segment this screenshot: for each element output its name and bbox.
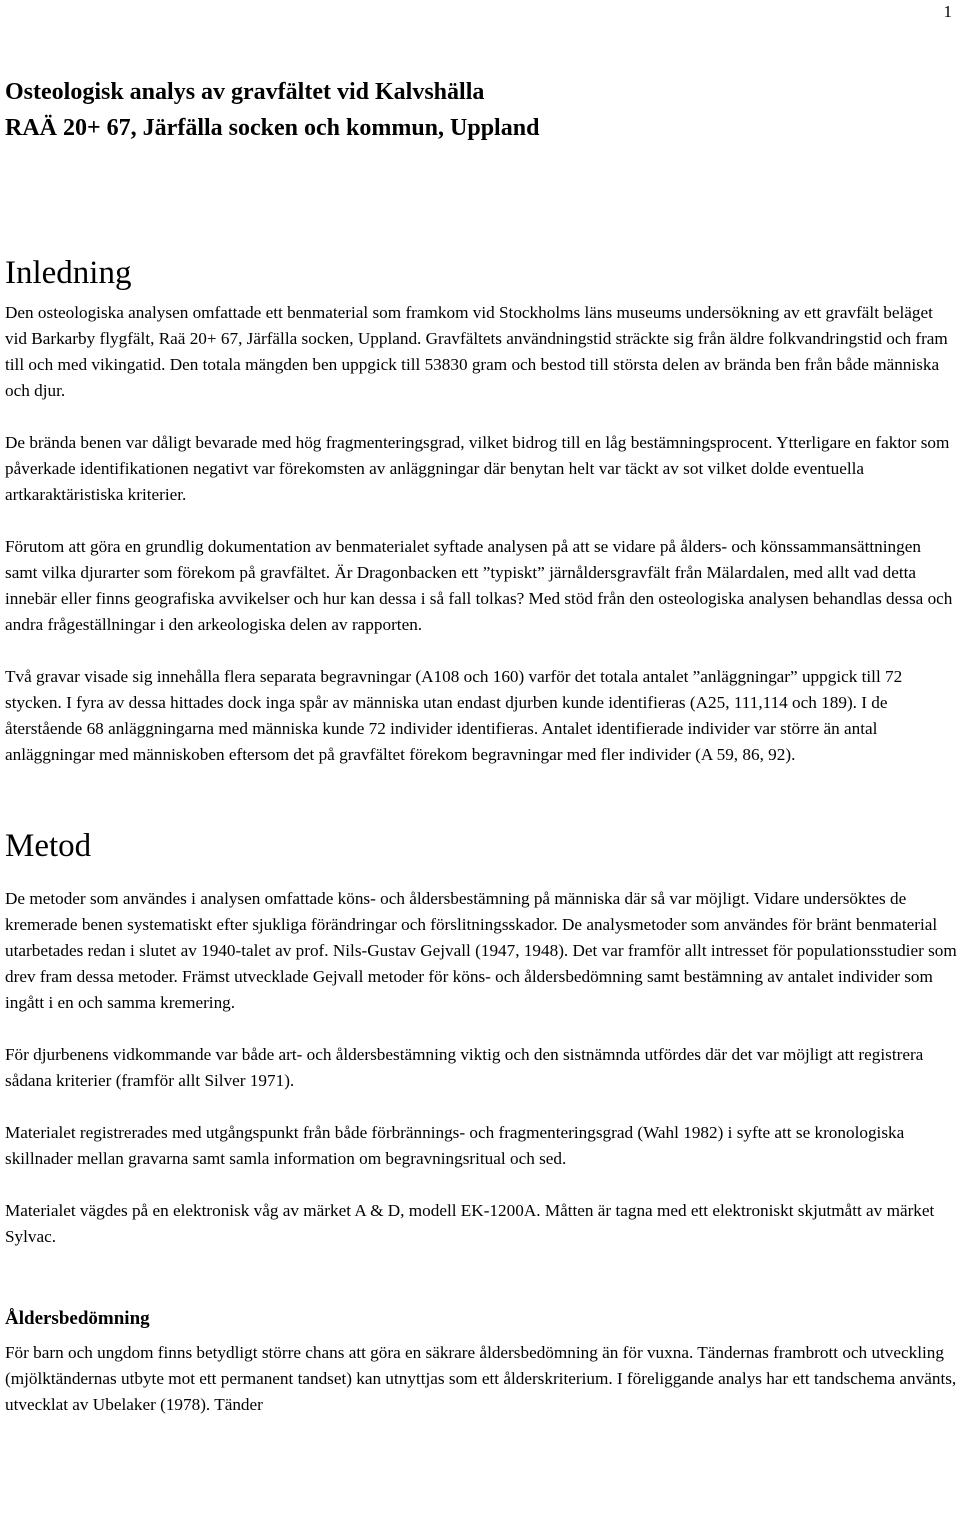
title-line-1: Osteologisk analys av gravfältet vid Kalvshälla — [5, 79, 485, 105]
paragraph: Den osteologiska analysen omfattade ett benmaterial som framkom vid Stockholms läns museums undersökning av ett gravfält beläget vid Barkarby flygfält, Raä 20+ 67, Järfälla socken, Uppland. Gravfältets användningstid sträckte sig från äldre folkvandringstid och fram till och med vikingatid. Den totala mängden ben uppgick till 53830 gram och bestod till största delen av brända ben från både människa och djur. — [5, 303, 948, 400]
section-heading-inledning: Inledning — [5, 255, 132, 291]
paragraph: Materialet registrerades med utgångspunkt från både förbrännings- och fragmenteringsgrad (Wahl 1982) i syfte att se kronologiska skillnader mellan gravarna samt samla information om begravningsritual och sed. — [5, 1123, 905, 1168]
paragraph: De brända benen var dåligt bevarade med hög fragmenteringsgrad, vilket bidrog till en låg bestämningsprocent. Ytterligare en faktor som påverkade identifikationen negativt var förekomsten av anläggningar där benytan helt var täckt av sot vilket dolde eventuella artkaraktäristiska kriterier. — [5, 433, 950, 504]
section-metod — [5, 826, 957, 1250]
paragraph: För djurbenens vidkommande var både art- och åldersbestämning viktig och den sistnämnda utfördes där det var möjligt att registrera sådana kriterier (framför allt Silver 1971). — [5, 1045, 924, 1090]
paragraph: Materialet vägdes på en elektronisk våg av märket A & D, modell EK-1200A. Måtten är tagna med ett elektroniskt skjutmått av märket Sylvac. — [5, 1201, 935, 1246]
title-line-2: RAÄ 20+ 67, Järfälla socken och kommun, Uppland — [5, 115, 540, 141]
paragraph: Förutom att göra en grundlig dokumentation av benmaterialet syftade analysen på att se vidare på ålders- och könssammansättningen samt vilka djurarter som förekom på gravfältet. Är Dragonbacken ett ”typiskt” järnåldersgravfält från Mälardalen, med allt vad detta innebär eller finns geografiska avvikelser och hur kan dessa i så fall tolkas? Med stöd från den osteologiska analysen behandlas dessa och andra frågeställningar i den arkeologiska delen av rapporten. — [5, 537, 953, 634]
paragraph: De metoder som användes i analysen omfattade köns- och åldersbestämning på människa där så var möjligt. Vidare undersöktes de kremerade benen systematiskt efter sjukliga förändringar och förslitningsskador. De analysmetoder som användes för bränt benmaterial utarbetades redan i slutet av 1940-talet av prof. Nils-Gustav Gejvall (1947, 1948). Det var framför allt intresset för populationsstudier som drev fram dessa metoder. Främst utvecklade Gejvall metoder för köns- och åldersbedömning samt bestämning av antalet individer som ingått i en och samma kremering. — [5, 889, 957, 1012]
section-heading-metod: Metod — [5, 828, 92, 864]
paragraph: Två gravar visade sig innehålla flera separata begravningar (A108 och 160) varför det totala antalet ”anläggningar” uppgick till 72 stycken. I fyra av dessa hittades dock inga spår av människa utan endast djurben kunde identifieras (A25, 111,114 och 189). I de återstående 68 anläggningarna med människa kunde 72 individer identifieras. Antalet identifierade individer var större än antal anläggningar med människoben eftersom det på gravfältet förekom begravningar med fler individer (A 59, 86, 92). — [5, 667, 903, 764]
paragraph: För barn och ungdom finns betydligt större chans att göra en säkrare åldersbedömning än för vuxna. Tändernas frambrott och utveckling (mjölktändernas utbyte mot ett permanent tandset) kan utnyttjas som ett ålderskriterium. I föreliggande analys har ett tandschema använts, utvecklat av Ubelaker (1978). Tänder — [5, 1343, 957, 1414]
section-aldersbedomning — [5, 1306, 957, 1418]
subsection-heading-aldersbedomning: Åldersbedömning — [5, 1308, 150, 1329]
document-body — [5, 74, 957, 1418]
section-inledning — [5, 253, 957, 768]
document-title — [5, 74, 957, 146]
page-number: 1 — [943, 2, 952, 21]
